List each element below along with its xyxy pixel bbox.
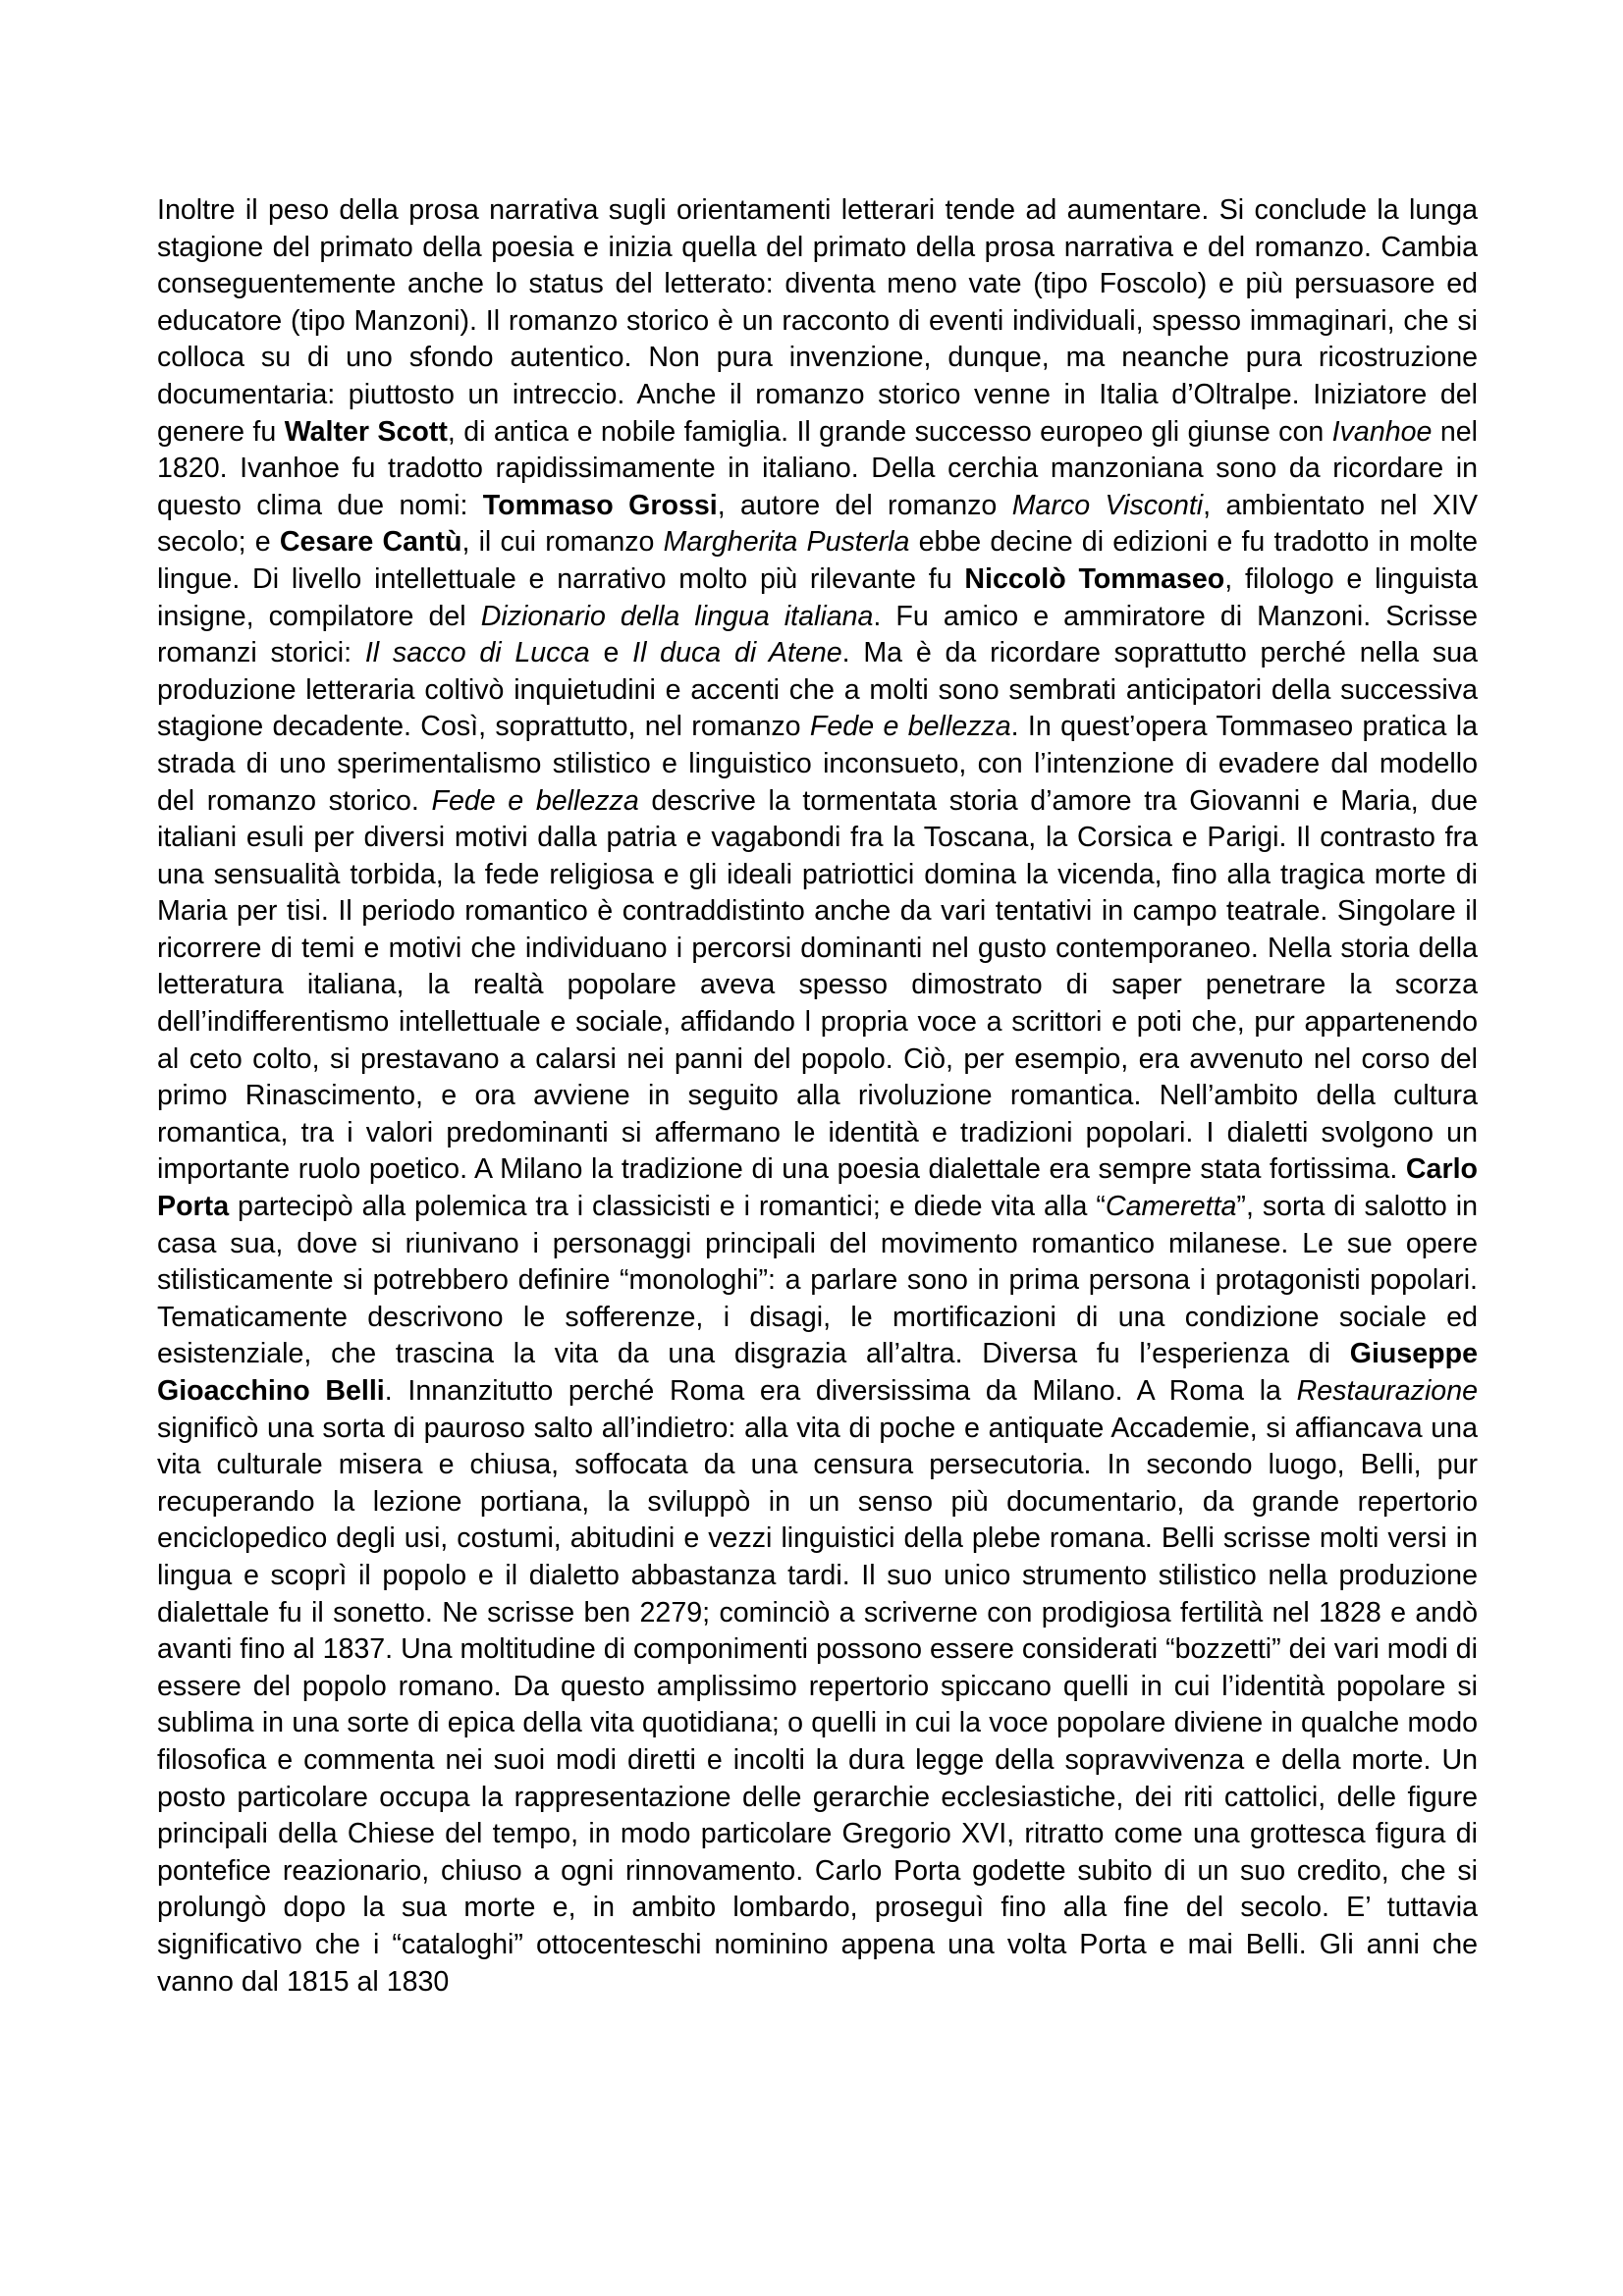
italic-title-run: Dizionario della lingua italiana: [480, 600, 874, 632]
text-run: , il cui romanzo: [461, 526, 664, 559]
text-run: partecipò alla polemica tra i classicisti e i romantici; e diede vita alla “: [229, 1191, 1106, 1223]
text-run: . Ma è da ricordare soprattutto perché nella sua produzione letteraria coltivò inquietudini e accenti che a molti sono sembrati anticipatori della successiva stagione decadente. Così, soprattutto, nel romanzo: [157, 637, 1478, 743]
italic-title-run: Il duca di Atene: [632, 637, 842, 669]
bold-name-run: Tommaso Grossi: [482, 489, 718, 521]
text-run: nel 1820. Ivanhoe fu tradotto rapidissimamente in italiano. Della cerchia manzoniana sono da ricordare in questo clima due nomi:: [157, 415, 1478, 521]
text-run: . Fu amico e ammiratore di Manzoni. Scrisse romanzi storici:: [157, 600, 1478, 669]
text-run: Inoltre il peso della prosa narrativa sugli orientamenti letterari tende ad aumentare. Si conclude la lunga stagione del primato della poesia e inizia quella del primato della prosa narrativa e del romanzo. Cambia conseguentemente anche lo status del letterato: diventa meno vate (tipo Foscolo) e più persuasore ed educatore (tipo Manzoni). Il romanzo storico è un racconto di eventi individuali, spesso immaginari, che si colloca su di uno sfondo autentico. Non pura invenzione, dunque, ma neanche pura ricostruzione documentaria: piuttosto un intreccio. Anche il romanzo storico venne in Italia d’Oltralpe. Iniziatore del genere fu: [157, 194, 1478, 448]
text-run: ebbe decine di edizioni e fu tradotto in molte lingue. Di livello intellettuale e narrativo molto più rilevante fu: [157, 526, 1479, 595]
text-run: , ambientato nel XIV secolo; e: [157, 489, 1479, 559]
text-run: descrive la tormentata storia d’amore tra Giovanni e Maria, due italiani esuli per diversi motivi dalla patria e vagabondi fra la Toscana, la Corsica e Parigi. Il contrasto fra una sensualità torbida, la fede religiosa e gli ideali patriottici domina la vicenda, fino alla tragica morte di Maria per tisi. Il periodo romantico è contraddistinto anche da vari tentativi in campo teatrale. Singolare il ricorrere di temi e motivi che individuano i percorsi dominanti nel gusto contemporaneo. Nella storia della letteratura italiana, la realtà popolare aveva spesso dimostrato di saper penetrare la scorza dell’indifferentismo intellettuale e sociale, affidando l propria voce a scrittori e poti che, pur appartenendo al ceto colto, si prestavano a calarsi nei panni del popolo. Ciò, per esempio, era avvenuto nel corso del primo Rinascimento, e ora avviene in seguito alla rivoluzione romantica. Nell’ambito della cultura romantica, tra i valori predominanti si affermano le identità e tradizioni popolari. I dialetti svolgono un importante ruolo poetico. A Milano la tradizione di una poesia dialettale era sempre stata fortissima.: [157, 784, 1479, 1186]
text-run: , di antica e nobile famiglia. Il grande successo europeo gli giunse con: [447, 415, 1332, 448]
italic-title-run: Ivanhoe: [1331, 415, 1433, 448]
text-run: ”, sorta di salotto in casa sua, dove si riunivano i personaggi principali del movimento romantico milanese. Le sue opere stilisticamente si potrebbero definire “monologhi”: a parlare sono in prima persona i protagonisti popolari. Tematicamente descrivono le sofferenze, i disagi, le mortificazioni di una condizione sociale ed esistenziale, che trascina la vita da una disgrazia all’altra. Diversa fu l’esperienza di: [157, 1191, 1478, 1370]
bold-name-run: Carlo Porta: [157, 1153, 1478, 1223]
body-paragraph: [157, 192, 1478, 2001]
bold-name-run: Niccolò Tommaseo: [964, 562, 1225, 595]
text-run: , filologo e linguista insigne, compilatore del: [157, 562, 1478, 632]
bold-name-run: Giuseppe Gioacchino Belli: [157, 1338, 1478, 1407]
text-run: . In quest’opera Tommaseo pratica la strada di uno sperimentalismo stilistico e linguistico inconsueto, con l’intenzione di evadere dal modello del romanzo storico.: [157, 711, 1478, 817]
italic-title-run: Fede e bellezza: [431, 784, 639, 817]
italic-title-run: Marco Visconti: [1011, 489, 1204, 521]
italic-title-run: Il sacco di Lucca: [364, 637, 590, 669]
text-run: . Innanzitutto perché Roma era diversissima da Milano. A Roma la: [384, 1375, 1297, 1407]
bold-name-run: Walter Scott: [284, 415, 448, 448]
italic-title-run: Fede e bellezza: [809, 711, 1011, 743]
text-run: significò una sorta di pauroso salto all’indietro: alla vita di poche e antiquate Accademie, si affiancava una vita culturale misera e chiusa, soffocata da una censura persecutoria. In secondo luogo, Belli, pur recuperando la lezione portiana, la sviluppò in un senso più documentario, da grande repertorio enciclopedico degli usi, costumi, abitudini e vezzi linguistici della plebe romana. Belli scrisse molti versi in lingua e scoprì il popolo e il dialetto abbastanza tardi. Il suo unico strumento stilistico nella produzione dialettale fu il sonetto. Ne scrisse ben 2279; cominciò a scriverne con prodigiosa fertilità nel 1828 e andò avanti fino al 1837. Una moltitudine di componimenti possono essere considerati “bozzetti” dei vari modi di essere del popolo romano. Da questo amplissimo repertorio spiccano quelli in cui l’identità popolare si sublima in una sorte di epica della vita quotidiana; o quelli in cui la voce popolare diviene in qualche modo filosofica e commenta nei suoi modi diretti e incolti la dura legge della sopravvivenza e della morte. Un posto particolare occupa la rappresentazione delle gerarchie ecclesiastiche, dei riti cattolici, delle figure principali della Chiese del tempo, in modo particolare Gregorio XVI, ritratto come una grottesca figura di pontefice reazionario, chiuso a ogni rinnovamento. Carlo Porta godette subito di un suo credito, che si prolungò dopo la sua morte e, in ambito lombardo, proseguì fino alla fine del secolo. E’ tuttavia significativo che i “cataloghi” ottocenteschi nominino appena una volta Porta e mai Belli. Gli anni che vanno dal 1815 al 1830: [157, 1412, 1478, 1998]
text-run: e: [589, 637, 633, 669]
italic-title-run: Margherita Pusterla: [663, 526, 910, 559]
italic-title-run: Cameretta: [1105, 1191, 1237, 1223]
text-run: , autore del romanzo: [717, 489, 1012, 521]
bold-name-run: Cesare Cantù: [279, 526, 462, 559]
italic-title-run: Restaurazione: [1296, 1375, 1479, 1407]
